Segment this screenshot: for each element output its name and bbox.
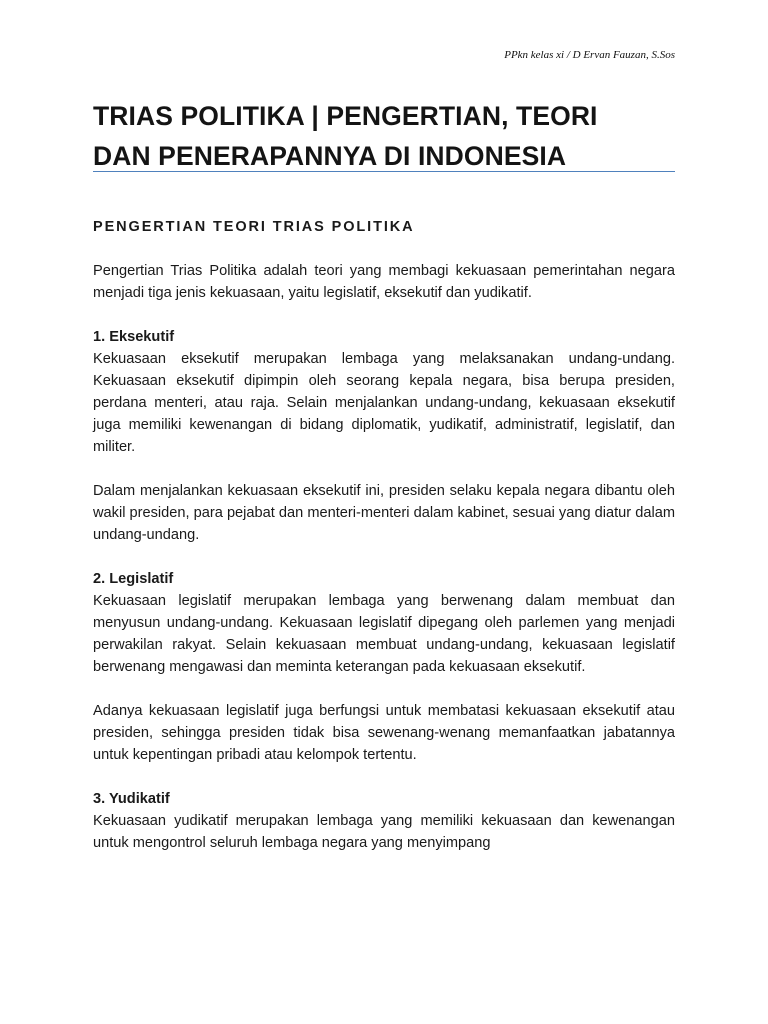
section-heading: PENGERTIAN TEORI TRIAS POLITIKA bbox=[93, 219, 415, 235]
eksekutif-heading: 1. Eksekutif bbox=[93, 329, 175, 345]
legislatif-paragraph-1: Kekuasaan legislatif merupakan lembaga yang berwenang dalam membuat dan menyusun undang-undang. Kekuasaan legislatif dipegang oleh parlemen yang menjadi perwakilan rakyat. Selain kekuasaan membuat undang-undang, kekuasaan legislatif berwenang mengawasi dan meminta keterangan pada kekuasaan eksekutif. bbox=[93, 593, 675, 675]
yudikatif-heading: 3. Yudikatif bbox=[93, 791, 170, 807]
eksekutif-paragraph-1: Kekuasaan eksekutif merupakan lembaga yang melaksanakan undang-undang. Kekuasaan eksekutif dipimpin oleh seorang kepala negara, bisa berupa presiden, perdana menteri, atau raja. Selain menjalankan undang-undang, kekuasaan eksekutif juga memiliki kewenangan di bidang diplomatik, yudikatif, administratif, legislatif, dan militer. bbox=[93, 351, 675, 455]
legislatif-paragraph-2: Adanya kekuasaan legislatif juga berfungsi untuk membatasi kekuasaan eksekutif atau presiden, sehingga presiden tidak bisa sewenang-wenang memanfaatkan jabatannya untuk kepentingan pribadi atau kelompok tertentu. bbox=[93, 703, 675, 763]
title-line-2: DAN PENERAPANNYA DI INDONESIA bbox=[93, 141, 567, 171]
legislatif-heading: 2. Legislatif bbox=[93, 571, 174, 587]
title-underline bbox=[93, 171, 675, 172]
eksekutif-paragraph-2: Dalam menjalankan kekuasaan eksekutif ini, presiden selaku kepala negara dibantu oleh wakil presiden, para pejabat dan menteri-menteri dalam kabinet, sesuai yang diatur dalam undang-undang. bbox=[93, 483, 675, 543]
intro-paragraph: Pengertian Trias Politika adalah teori yang membagi kekuasaan pemerintahan negara menjadi tiga jenis kekuasaan, yaitu legislatif, eksekutif dan yudikatif. bbox=[93, 263, 675, 301]
body-text bbox=[93, 260, 675, 854]
title-line-1: TRIAS POLITIKA | PENGERTIAN, TEORI bbox=[93, 101, 598, 131]
yudikatif-paragraph-1: Kekuasaan yudikatif merupakan lembaga yang memiliki kekuasaan dan kewenangan untuk mengontrol seluruh lembaga negara yang menyimpang bbox=[93, 813, 675, 851]
document-title bbox=[93, 96, 675, 176]
running-header: PPkn kelas xi / D Ervan Fauzan, S.Sos bbox=[504, 49, 675, 61]
